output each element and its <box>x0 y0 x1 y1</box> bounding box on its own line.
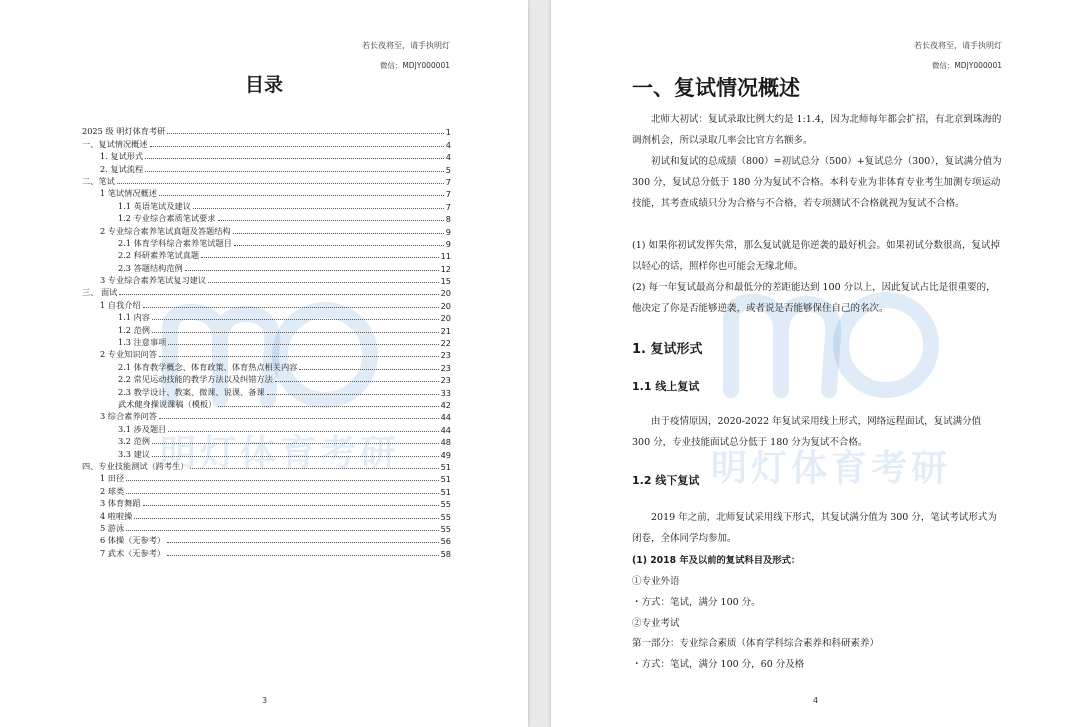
toc-leader-dots <box>233 233 444 234</box>
toc-entry[interactable] <box>82 460 451 472</box>
toc-entry-page: 49 <box>440 449 451 460</box>
toc-entry-page: 56 <box>440 536 451 547</box>
toc-leader-dots <box>126 530 438 531</box>
page-number: 4 <box>813 696 819 705</box>
toc-leader-dots <box>143 505 439 506</box>
list-item: ・方式：笔试，满分 100 分，60 分及格 <box>632 659 805 670</box>
toc-entry-page: 51 <box>440 486 451 497</box>
document-page-left <box>0 0 528 727</box>
page-number: 3 <box>262 696 268 705</box>
toc-entry-page: 4 <box>445 152 451 163</box>
toc-entry-label: 2.1 体育学科综合素养笔试题目 <box>118 237 232 248</box>
toc-entry-label: 2025 级 明灯体育考研 <box>82 126 166 137</box>
toc-leader-dots <box>152 443 439 444</box>
toc-entry-label: 5 游泳 <box>100 522 125 533</box>
toc-entry-page: 20 <box>440 300 451 311</box>
toc-entry[interactable] <box>82 497 451 509</box>
toc-leader-dots <box>218 406 438 407</box>
toc-entry[interactable] <box>82 224 451 236</box>
toc-entry-label: 2. 复试流程 <box>100 163 144 174</box>
toc-entry[interactable] <box>82 373 451 385</box>
list-item: ・方式：笔试，满分 100 分。 <box>632 597 761 608</box>
subsubsection-heading: 1.2 线下复试 <box>632 474 700 487</box>
toc-entry-page: 42 <box>440 399 451 410</box>
toc-entry-page: 33 <box>440 387 451 398</box>
toc-entry-label: 4 啦啦操 <box>100 510 133 521</box>
toc-entry-page: 55 <box>440 511 451 522</box>
toc-entry-page: 9 <box>445 238 451 249</box>
paragraph: 初试和复试的总成绩（800）=初试总分（500）+复试总分（300），复试满分值为 300 分，复试总分低于 180 分为复试不合格。本科专业为非体育专业考生加测专项运动技能，其考查成绩只分为合格与不合格，若专项测试不合格就视为复试不合格。 <box>632 156 1002 209</box>
toc-entry-page: 55 <box>440 523 451 534</box>
toc-leader-dots <box>299 369 438 370</box>
toc-leader-dots <box>152 319 439 320</box>
toc-leader-dots <box>218 220 444 221</box>
toc-entry[interactable] <box>82 534 451 546</box>
toc-entry-label: 3 体育舞蹈 <box>100 498 141 509</box>
toc-leader-dots <box>159 195 444 196</box>
toc-entry-label: 1 田径 <box>100 473 125 484</box>
toc-entry-page: 4 <box>445 139 451 150</box>
toc-entry-page: 55 <box>440 499 451 510</box>
toc-entry-page: 20 <box>440 313 451 324</box>
toc-entry[interactable] <box>82 348 451 360</box>
toc-entry-label: 3.2 范例 <box>118 436 150 447</box>
toc-entry[interactable] <box>82 298 451 310</box>
toc-entry-label: 3.3 建议 <box>118 448 150 459</box>
toc-entry[interactable] <box>82 274 451 286</box>
toc-entry-page: 23 <box>440 362 451 373</box>
toc-entry[interactable] <box>82 162 451 174</box>
toc-entry[interactable] <box>82 546 451 558</box>
toc-entry-label: 1 自我介绍 <box>100 299 141 310</box>
toc-leader-dots <box>208 282 439 283</box>
toc-entry-page: 23 <box>440 375 451 386</box>
toc-leader-dots <box>185 270 439 271</box>
subsubsection-heading: 1.1 线上复试 <box>632 380 700 393</box>
toc-leader-dots <box>168 431 438 432</box>
toc-entry-label: 1.1 内容 <box>118 312 150 323</box>
toc-entry-label: 1.1 英语笔试及建议 <box>118 200 191 211</box>
toc-entry-page: 22 <box>440 338 451 349</box>
toc-leader-dots <box>134 518 438 519</box>
toc-entry-label: 1 笔试情况概述 <box>100 188 157 199</box>
toc-entry[interactable] <box>82 237 451 249</box>
toc-entry-page: 44 <box>440 412 451 423</box>
toc-entry-page: 58 <box>440 548 451 559</box>
watermark-text: 明灯体育考研 <box>160 433 401 474</box>
toc-entry-label: 1.2 范例 <box>118 324 150 335</box>
toc-leader-dots <box>126 493 438 494</box>
toc-entry-label: 2.3 教学设计、教案、微课、说课、备课 <box>118 386 265 397</box>
watermark-text: 明灯体育考研 <box>711 448 952 489</box>
toc-entry[interactable] <box>82 199 451 211</box>
toc-entry-label: 2 专业知识问答 <box>100 349 157 360</box>
toc-entry-label: 一、复试情况概述 <box>82 138 148 149</box>
header-motto: 若长夜将至，请手执明灯 <box>914 41 1002 50</box>
paragraph: 2019 年之前，北师复试采用线下形式，其复试满分值为 300 分，笔试考试形式为闭卷，全体同学均参加。 <box>632 512 997 544</box>
paragraph: (1) 如果你初试发挥失常，那么复试就是你逆袭的最好机会。如果初试分数很高，复试掉以轻心的话，照样你也可能会无缘北师。 <box>632 240 1000 272</box>
toc-entry-page: 1 <box>445 127 451 138</box>
toc-entry[interactable] <box>82 484 451 496</box>
toc-entry[interactable] <box>82 150 451 162</box>
toc-leader-dots <box>117 183 444 184</box>
toc-entry-page: 20 <box>440 288 451 299</box>
toc-entry-label: 3.1 涉及题目 <box>118 423 167 434</box>
toc-entry-label: 2.2 常见运动技能的教学方法以及纠错方法 <box>118 374 273 385</box>
toc-entry[interactable] <box>82 385 451 397</box>
toc-leader-dots <box>190 468 438 469</box>
toc-entry[interactable] <box>82 336 451 348</box>
toc-entry[interactable] <box>82 249 451 261</box>
toc-entry-label: 6 体操（无参考） <box>100 535 166 546</box>
paragraph: (2) 每一年复试最高分和最低分的差距能达到 100 分以上，因此复试占比是很重要的，他决定了你是否能够逆袭，或者说是否能够保住自己的名次。 <box>632 282 996 314</box>
toc-entry[interactable] <box>82 323 451 335</box>
toc-entry-label: 1. 复试形式 <box>100 151 144 162</box>
toc-entry-label: 7 武术（无参考） <box>100 547 166 558</box>
toc-entry-page: 5 <box>445 164 451 175</box>
toc-entry-label: 武术健身操说课稿（模板） <box>118 398 217 409</box>
toc-entry-page: 51 <box>440 461 451 472</box>
toc-leader-dots <box>234 245 444 246</box>
paragraph: 北师大初试：复试录取比例大约是 1:1.4，因为北师每年都会扩招，有北京到珠海的调剂机会，所以录取几率会比官方名额多。 <box>632 114 1002 146</box>
list-heading: (1) 2018 年及以前的复试科目及形式： <box>632 555 801 566</box>
toc-entry-label: 2.2 科研素养笔试真题 <box>118 250 200 261</box>
toc-entry-page: 23 <box>440 350 451 361</box>
toc-leader-dots <box>150 146 444 147</box>
document-page-right <box>551 0 1080 727</box>
toc-leader-dots <box>167 542 438 543</box>
toc-entry-label: 1.3 注意事项 <box>118 337 167 348</box>
toc-entry[interactable] <box>82 175 451 187</box>
toc-entry-page: 15 <box>440 276 451 287</box>
paragraph: 由于疫情原因，2020-2022 年复试采用线上形式，网络远程面试，复试满分值 300 分，专业技能面试总分低于 180 分为复试不合格。 <box>632 416 982 448</box>
toc-leader-dots <box>167 133 443 134</box>
toc-entry[interactable] <box>82 212 451 224</box>
subsection-heading: 1. 复试形式 <box>632 342 703 357</box>
toc-entry[interactable] <box>82 422 451 434</box>
toc-leader-dots <box>167 555 438 556</box>
toc-entry[interactable] <box>82 137 451 149</box>
toc-entry-page: 11 <box>440 251 451 262</box>
toc-entry-page: 7 <box>445 176 451 187</box>
list-item: 第一部分：专业综合素质（体育学科综合素养和科研素养） <box>632 638 880 649</box>
toc-entry-page: 9 <box>445 226 451 237</box>
toc-leader-dots <box>145 158 444 159</box>
header-wechat: 微信：MDJY000001 <box>931 61 1002 70</box>
toc-entry-page: 21 <box>440 325 451 336</box>
toc-title: 目录 <box>244 74 283 96</box>
toc-entry[interactable] <box>82 447 451 459</box>
toc-leader-dots <box>152 456 439 457</box>
list-item: ①专业外语 <box>632 576 680 587</box>
toc-entry[interactable] <box>82 522 451 534</box>
toc-leader-dots <box>267 394 439 395</box>
toc-leader-dots <box>168 344 438 345</box>
toc-entry-label: 2.3 答题结构范例 <box>118 262 183 273</box>
toc-entry-page: 51 <box>440 474 451 485</box>
toc-entry-label: 1.2 专业综合素质笔试要求 <box>118 213 216 224</box>
toc-entry[interactable] <box>82 360 451 372</box>
toc-leader-dots <box>152 332 439 333</box>
toc-entry[interactable] <box>82 261 451 273</box>
toc-entry-page: 7 <box>445 201 451 212</box>
toc-entry-label: 三、 面试 <box>82 287 118 298</box>
toc-entry-label: 2 球类 <box>100 485 125 496</box>
toc-entry-page: 7 <box>445 189 451 200</box>
toc-leader-dots <box>193 208 444 209</box>
toc-entry-label: 四、专业技能测试（跨考生） <box>82 460 189 471</box>
toc-entry-label: 3 专业综合素养笔试复习建议 <box>100 275 207 286</box>
list-item: ②专业考试 <box>632 618 680 629</box>
toc-entry[interactable] <box>82 286 451 298</box>
toc-entry[interactable] <box>82 311 451 323</box>
toc-leader-dots <box>275 381 439 382</box>
toc-entry[interactable] <box>82 398 451 410</box>
table-of-contents <box>82 125 451 559</box>
toc-entry[interactable] <box>82 509 451 521</box>
toc-entry-label: 2 专业综合素养笔试真题及答题结构 <box>100 225 231 236</box>
toc-entry-page: 48 <box>440 437 451 448</box>
toc-entry-page: 44 <box>440 424 451 435</box>
toc-entry[interactable] <box>82 410 451 422</box>
toc-entry-page: 12 <box>440 263 451 274</box>
toc-leader-dots <box>159 418 439 419</box>
toc-leader-dots <box>201 257 438 258</box>
toc-entry[interactable] <box>82 125 451 137</box>
toc-entry-label: 2.1 体育教学概念、体育政策、体育热点相关内容 <box>118 361 298 372</box>
toc-entry[interactable] <box>82 435 451 447</box>
header-wechat: 微信：MDJY000001 <box>379 61 450 70</box>
toc-entry[interactable] <box>82 472 451 484</box>
toc-leader-dots <box>143 307 439 308</box>
toc-leader-dots <box>145 171 444 172</box>
toc-entry[interactable] <box>82 187 451 199</box>
toc-entry-label: 3 综合素养问答 <box>100 411 157 422</box>
header-motto: 若长夜将至，请手执明灯 <box>362 41 450 50</box>
toc-leader-dots <box>159 356 439 357</box>
toc-leader-dots <box>119 294 438 295</box>
toc-entry-page: 8 <box>445 214 451 225</box>
toc-leader-dots <box>126 480 438 481</box>
toc-entry-label: 二、笔试 <box>82 175 115 186</box>
section-heading: 一、复试情况概述 <box>632 76 800 100</box>
